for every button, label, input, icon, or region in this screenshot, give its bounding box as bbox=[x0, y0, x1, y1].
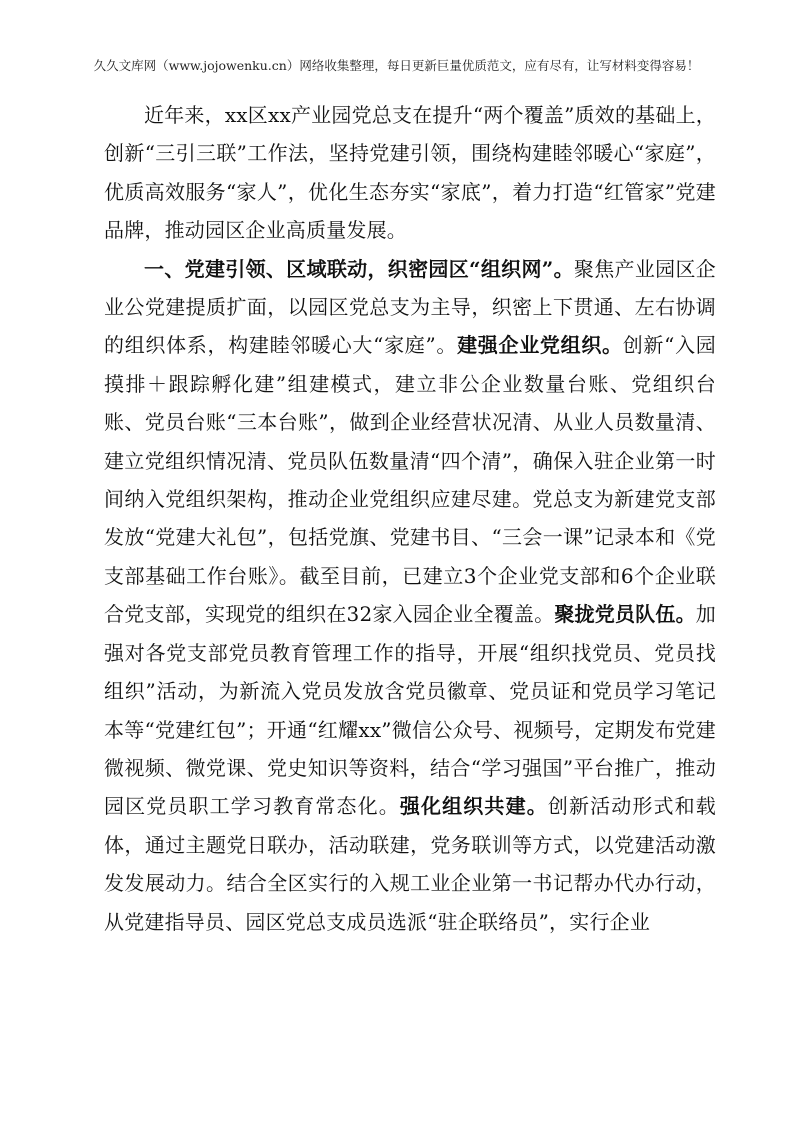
subsection-title: 聚拢党员队伍。 bbox=[554, 602, 696, 627]
page-header: 久久文库网（www.jojowenku.cn）网络收集整理，每日更新巨量优质范文，应有尽有，让写材料变得容易！ bbox=[93, 58, 700, 73]
section-1-paragraph bbox=[104, 250, 716, 941]
subsection-title: 建强企业党组织。 bbox=[457, 333, 623, 358]
section-1-lead: 聚焦产业园区企业公党建提质扩面，以园区党总支为主导，织密上下贯通、左右协调的组织体系，构建睦邻暖心大“家庭”。 bbox=[104, 256, 716, 358]
subsection-title: 强化组织共建。 bbox=[399, 794, 548, 819]
subsection-text: 加强对各党支部党员教育管理工作的指导，开展“组织找党员、党员找组织”活动，为新流入党员发放含党员徽章、党员证和党员学习笔记本等“党建红包”；开通“红耀xx”微信公众号、视频号，定期发布党建微视频、微党课、党史知识等资料，结合“学习强国”平台推广，推动园区党员职工学习教育常态化。 bbox=[104, 602, 716, 819]
document-body bbox=[104, 96, 716, 941]
subsection-text: 创新活动形式和载体，通过主题党日联办，活动联建，党务联训等方式，以党建活动激发发展动力。结合全区实行的入规工业企业第一书记帮办代办行动，从党建指导员、园区党总支成员选派“驻企联络员”，实行企业 bbox=[104, 794, 716, 934]
intro-paragraph: 近年来，xx区xx产业园党总支在提升“两个覆盖”质效的基础上，创新“三引三联”工作法，坚持党建引领，围绕构建睦邻暖心“家庭”，优质高效服务“家人”，优化生态夯实“家底”，着力打造“红管家”党建品牌，推动园区企业高质量发展。 bbox=[104, 103, 716, 243]
subsection-text: 创新“入园摸排＋跟踪孵化建”组建模式，建立非公企业数量台账、党组织台账、党员台账“三本台账”，做到企业经营状况清、从业人员数量清、建立党组织情况清、党员队伍数量清“四个清”，确保入驻企业第一时间纳入党组织架构，推动企业党组织应建尽建。党总支为新建党支部发放“党建大礼包”，包括党旗、党建书目、“三会一课”记录本和《党支部基础工作台账》。截至目前，已建立3个企业党支部和6个企业联合党支部，实现党的组织在32家入园企业全覆盖。 bbox=[104, 333, 716, 627]
section-1-heading: 一、党建引领、区域联动，织密园区“组织网”。 bbox=[144, 256, 574, 281]
